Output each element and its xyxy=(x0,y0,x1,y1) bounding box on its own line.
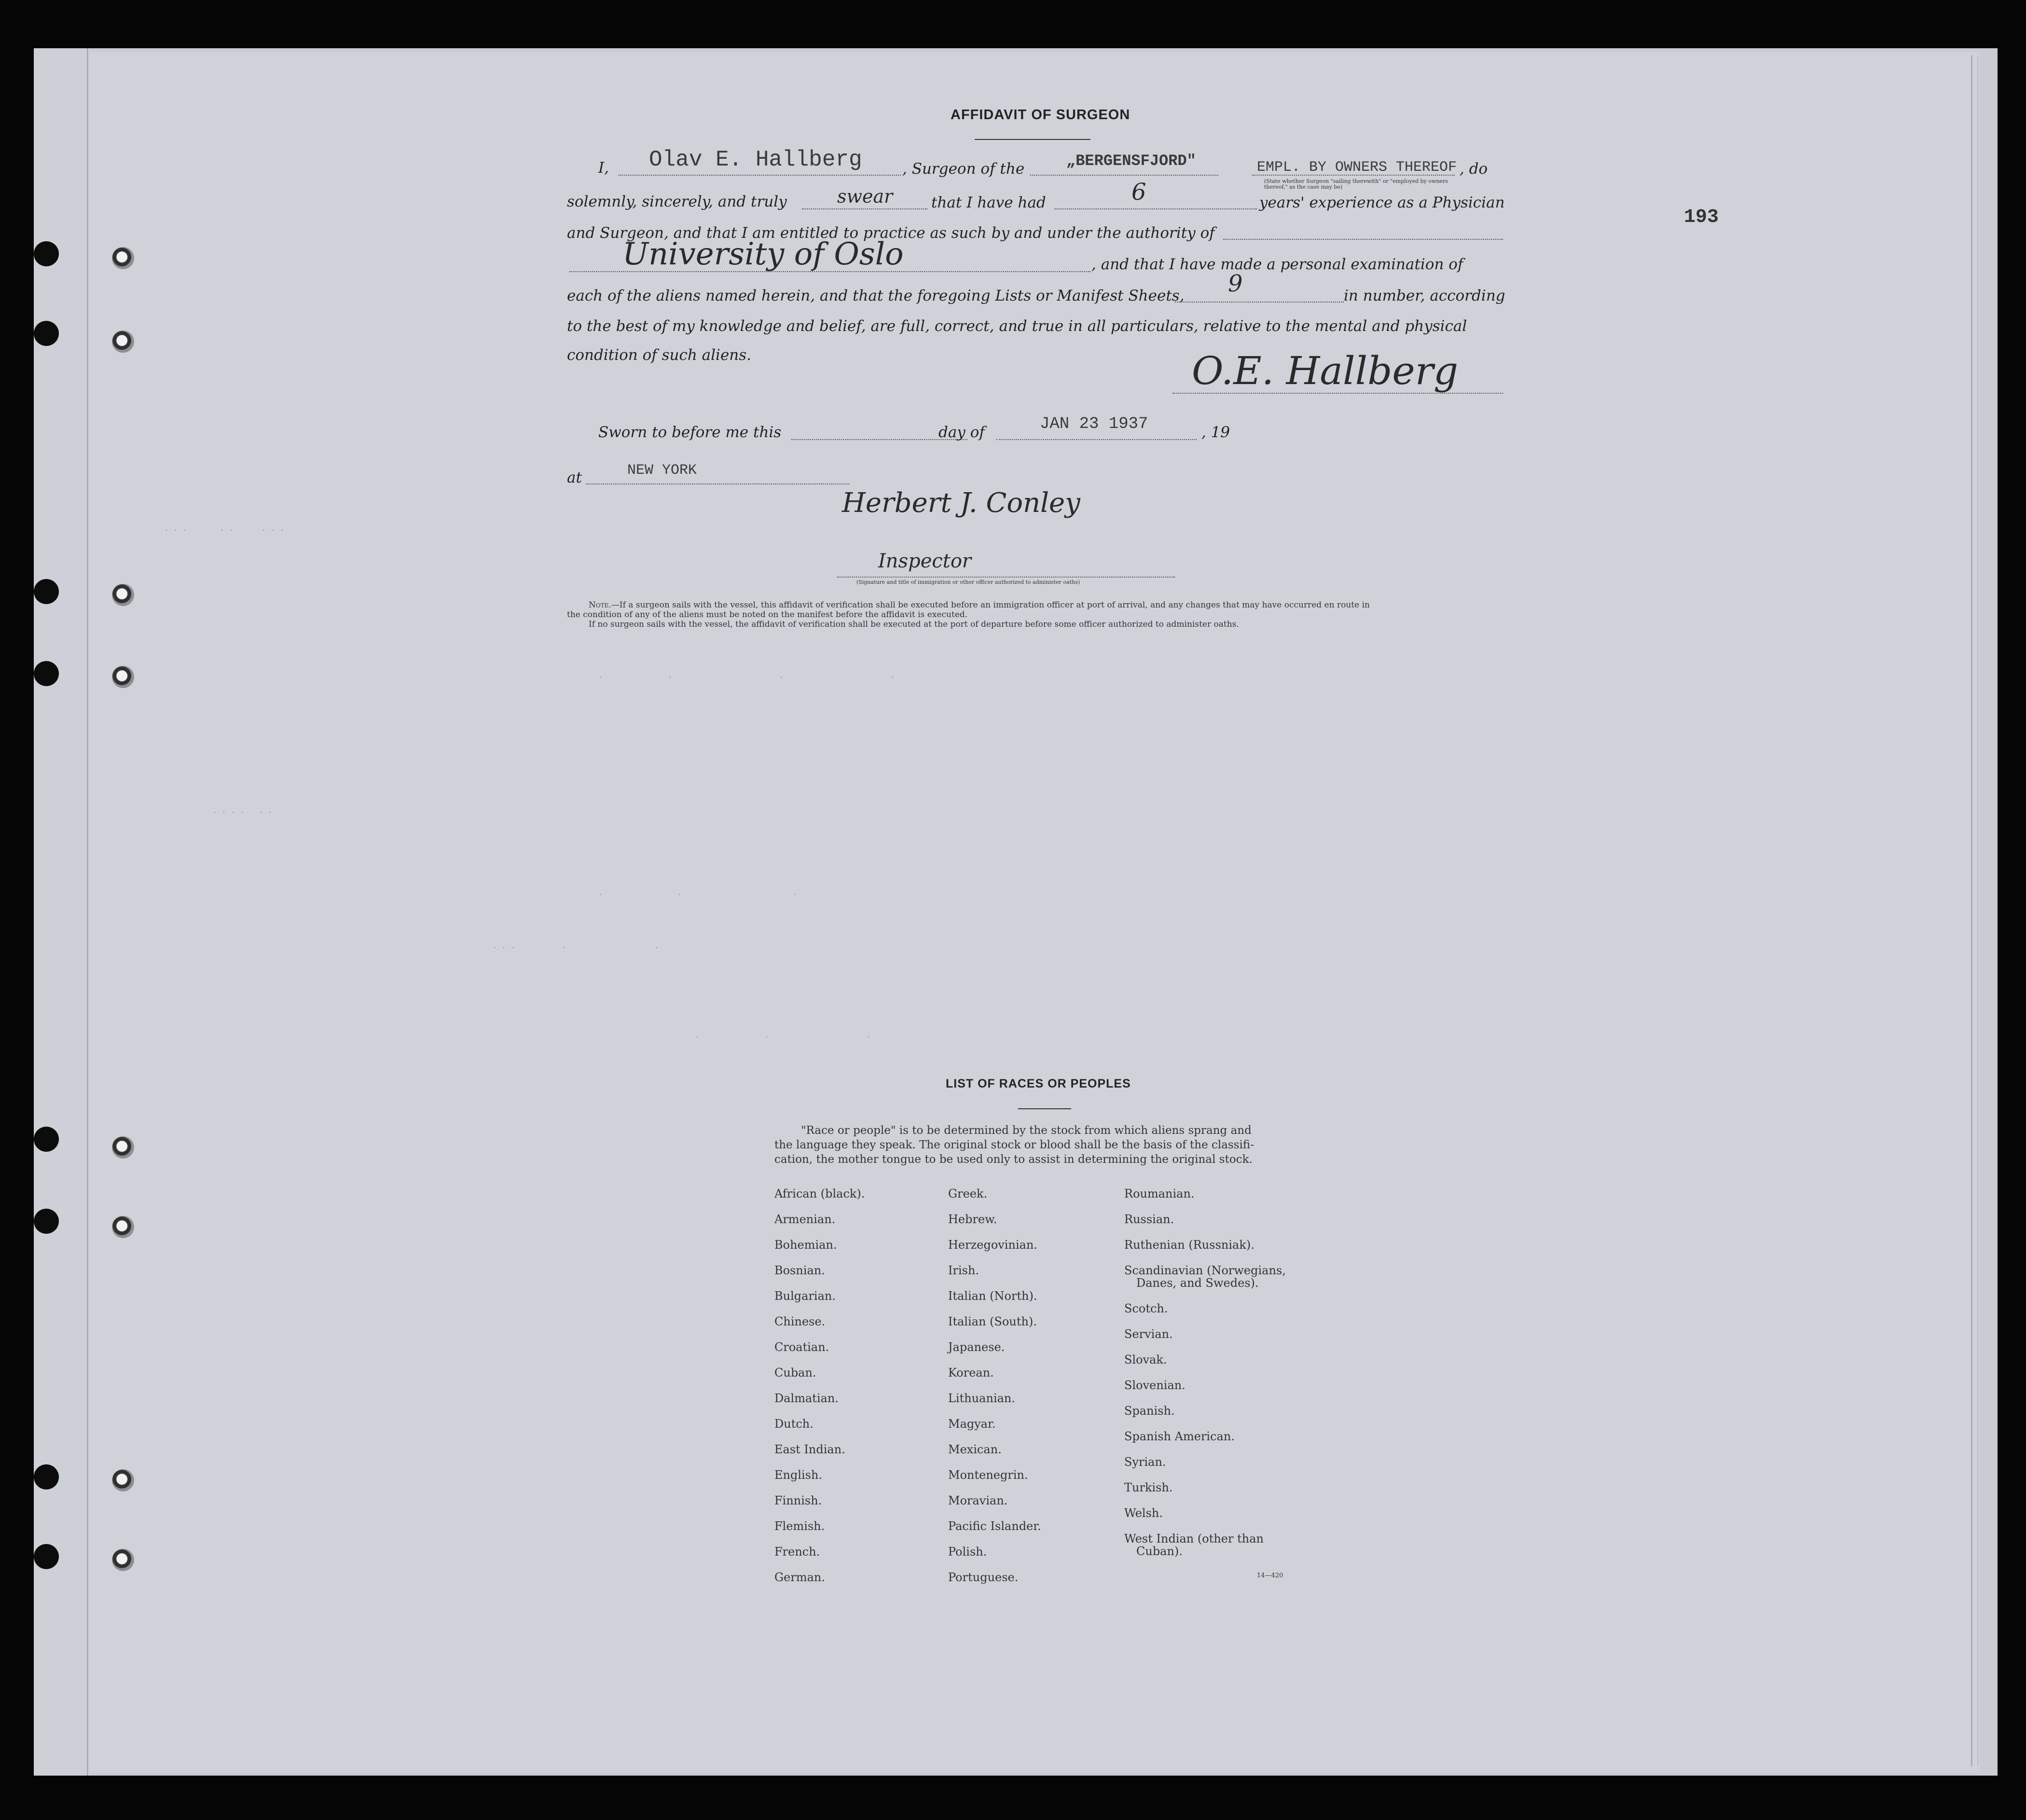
race-entry: East Indian. xyxy=(774,1443,845,1456)
affidavit-line4-end: , and that I have made a personal examination of xyxy=(1091,256,1463,273)
race-entry: Armenian. xyxy=(774,1213,836,1226)
eyelet xyxy=(112,1136,134,1158)
affidavit-line7: condition of such aliens. xyxy=(567,346,752,364)
surgeon-name-line xyxy=(619,175,901,176)
surgeon-signature: O.E. Hallberg xyxy=(1192,348,1459,393)
race-entry: Italian (North). xyxy=(948,1289,1037,1303)
affidavit-line1-mid: , Surgeon of the xyxy=(902,160,1025,178)
eyelet xyxy=(112,247,134,269)
sworn-date: JAN 23 1937 xyxy=(1040,415,1148,433)
authority-line-2 xyxy=(569,271,1090,272)
affidavit-line3: and Surgeon, and that I am entitled to practice as such by and under the authority of xyxy=(567,224,1215,242)
eyelet xyxy=(112,1216,134,1238)
race-entry: Pacific Islander. xyxy=(948,1519,1041,1533)
punch-hole xyxy=(34,321,59,346)
title-underline xyxy=(975,139,1090,140)
sworn-mid: day of xyxy=(938,424,985,441)
race-entry: Spanish American. xyxy=(1124,1430,1235,1443)
oath-line xyxy=(802,208,927,209)
race-entry: Slovenian. xyxy=(1124,1379,1185,1392)
race-entry: Croatian. xyxy=(774,1340,829,1354)
race-entry: Dutch. xyxy=(774,1417,813,1431)
affidavit-title: AFFIDAVIT OF SURGEON xyxy=(951,107,1130,123)
note-line-3: If no surgeon sails with the vessel, the affidavit of verification shall be executed at the port of departure before some officer authorized to administer oaths. xyxy=(589,620,1239,629)
race-entry: French. xyxy=(774,1545,820,1558)
race-entry: Flemish. xyxy=(774,1519,825,1533)
race-entry: Magyar. xyxy=(948,1417,996,1431)
sworn-date-line xyxy=(996,439,1197,440)
bleed-through-row: · · · · · xyxy=(492,943,659,952)
manifest-page xyxy=(87,52,1980,1772)
race-entry: Portuguese. xyxy=(948,1571,1019,1584)
race-entry: Turkish. xyxy=(1124,1481,1173,1494)
race-entry: Herzegovinian. xyxy=(948,1238,1038,1252)
employment-note: (State whether Surgeon "sailing therewith" or "employed by owners thereof," as the case may be) xyxy=(1264,178,1448,190)
eyelet xyxy=(112,331,134,353)
race-entry: Mexican. xyxy=(948,1443,1002,1456)
note-line-2: the condition of any of the aliens must be noted on the manifest before the affidavit is executed. xyxy=(567,610,968,620)
punch-hole xyxy=(34,1544,59,1569)
punch-hole xyxy=(34,1127,59,1152)
oath-word: swear xyxy=(837,186,893,207)
affidavit-line5-start: each of the aliens named herein, and that the foregoing Lists or Manifest Sheets, xyxy=(567,287,1185,304)
surgeon-signature-line xyxy=(1172,393,1503,394)
authority: University of Oslo xyxy=(622,236,904,272)
sworn-place: NEW YORK xyxy=(627,462,697,479)
race-entry: Welsh. xyxy=(1124,1506,1163,1520)
race-entry: Polish. xyxy=(948,1545,987,1558)
races-intro-line-1: "Race or people" is to be determined by the stock from which aliens sprang and xyxy=(801,1124,1252,1137)
races-title: LIST OF RACES OR PEOPLES xyxy=(946,1077,1131,1090)
races-intro-line-2: the language they speak. The original stock or blood shall be the basis of the classifi- xyxy=(774,1139,1254,1151)
race-entry: Danes, and Swedes). xyxy=(1136,1276,1259,1290)
employment: EMPL. BY OWNERS THEREOF xyxy=(1257,159,1457,176)
note-line-1 xyxy=(589,601,1370,609)
affidavit-line5-end: in number, according xyxy=(1344,287,1505,304)
punch-hole xyxy=(34,661,59,686)
affidavit-line2-start: solemnly, sincerely, and truly xyxy=(567,193,787,210)
affidavit-line2-mid: that I have had xyxy=(931,194,1046,211)
race-entry: Bulgarian. xyxy=(774,1289,836,1303)
race-entry: English. xyxy=(774,1468,823,1482)
bleed-through-row: · · · · · · xyxy=(212,808,273,817)
race-entry: Bohemian. xyxy=(774,1238,837,1252)
race-entry: Spanish. xyxy=(1124,1404,1175,1418)
bleed-through-row: · · · · · · · · xyxy=(164,526,285,535)
employment-line xyxy=(1252,175,1455,176)
race-entry: Finnish. xyxy=(774,1494,822,1507)
signature-caption: (Signature and title of immigration or other officer authorized to administer oaths) xyxy=(856,579,1080,585)
punch-hole xyxy=(34,1209,59,1234)
officer-signature-line xyxy=(837,577,1175,578)
affidavit-line1-start: I, xyxy=(598,159,609,177)
form-code: 14—420 xyxy=(1257,1572,1283,1579)
authority-line-1 xyxy=(1223,239,1503,240)
race-entry: Roumanian. xyxy=(1124,1187,1195,1200)
sheet-count: 9 xyxy=(1228,270,1243,297)
affidavit-line6: to the best of my knowledge and belief, are full, correct, and true in all particulars, relative to the mental and physical xyxy=(567,317,1467,335)
race-entry: Bosnian. xyxy=(774,1264,825,1277)
race-entry: German. xyxy=(774,1571,825,1584)
punch-hole xyxy=(34,1464,59,1489)
ship-name-line xyxy=(1030,175,1218,176)
race-entry: Cuban). xyxy=(1136,1544,1183,1558)
race-entry: African (black). xyxy=(774,1187,865,1200)
surgeon-name: Olav E. Hallberg xyxy=(649,147,862,172)
race-entry: Irish. xyxy=(948,1264,979,1277)
races-intro-line-3: cation, the mother tongue to be used only to assist in determining the original stock. xyxy=(774,1153,1253,1166)
sworn-place-line xyxy=(586,483,849,484)
note-label: Note. xyxy=(589,600,611,610)
race-entry: Hebrew. xyxy=(948,1213,997,1226)
race-entry: Japanese. xyxy=(948,1340,1005,1354)
bleed-through-row: · · · xyxy=(695,1033,871,1041)
punch-hole xyxy=(34,241,59,266)
race-entry: Chinese. xyxy=(774,1315,826,1328)
punch-hole xyxy=(34,579,59,604)
sworn-start: Sworn to before me this xyxy=(598,424,782,441)
sworn-end: , 19 xyxy=(1201,424,1230,441)
affidavit-line1-end: , do xyxy=(1460,160,1488,178)
race-entry: Lithuanian. xyxy=(948,1392,1016,1405)
race-entry: Cuban. xyxy=(774,1366,816,1379)
page-edge xyxy=(1971,55,1979,1766)
note-text-1: —If a surgeon sails with the vessel, this affidavit of verification shall be executed before an immigration officer at port of arrival, and any changes that may have occurred en route in xyxy=(611,600,1370,610)
bleed-through-row: · · · xyxy=(598,890,798,899)
ship-name: „BERGENSFJORD" xyxy=(1066,152,1196,170)
bleed-through-row: · · · · xyxy=(598,673,895,682)
race-entry: Dalmatian. xyxy=(774,1392,839,1405)
race-entry: Scandinavian (Norwegians, xyxy=(1124,1264,1286,1277)
years-line xyxy=(1054,208,1257,209)
officer-title: Inspector xyxy=(878,550,972,572)
race-entry: Servian. xyxy=(1124,1327,1173,1341)
race-entry: Montenegrin. xyxy=(948,1468,1028,1482)
race-entry: Scotch. xyxy=(1124,1302,1168,1315)
races-title-underline xyxy=(1018,1108,1071,1109)
years-experience: 6 xyxy=(1131,179,1146,206)
race-entry: Syrian. xyxy=(1124,1455,1166,1469)
officer-signature: Herbert J. Conley xyxy=(842,487,1080,519)
affidavit-line2-end: years' experience as a Physician xyxy=(1259,194,1505,211)
sheet-count-line xyxy=(1175,302,1344,303)
eyelet xyxy=(112,584,134,606)
race-entry: Russian. xyxy=(1124,1213,1174,1226)
race-entry: West Indian (other than xyxy=(1124,1532,1264,1545)
page-number: 193 xyxy=(1684,207,1719,228)
at-label: at xyxy=(567,469,582,486)
eyelet xyxy=(112,1549,134,1571)
race-entry: Moravian. xyxy=(948,1494,1008,1507)
eyelet xyxy=(112,1469,134,1491)
binder-strip xyxy=(34,48,88,1776)
race-entry: Slovak. xyxy=(1124,1353,1167,1366)
eyelet xyxy=(112,666,134,688)
race-entry: Italian (South). xyxy=(948,1315,1037,1328)
race-entry: Korean. xyxy=(948,1366,994,1379)
race-entry: Greek. xyxy=(948,1187,988,1200)
race-entry: Ruthenian (Russniak). xyxy=(1124,1238,1254,1252)
